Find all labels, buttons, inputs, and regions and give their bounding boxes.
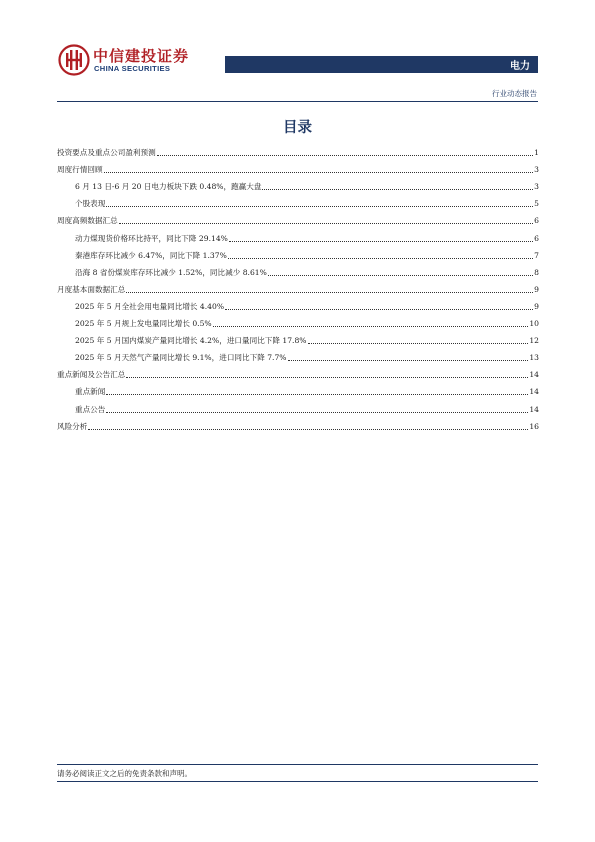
toc-entry[interactable] bbox=[57, 398, 539, 415]
footer-disclaimer: 请务必阅读正文之后的免责条款和声明。 bbox=[57, 769, 192, 778]
toc-page-number: 5 bbox=[534, 199, 539, 209]
toc-entry-text: 周度行情回顾 bbox=[57, 165, 103, 175]
table-of-contents bbox=[57, 142, 539, 433]
toc-entry[interactable] bbox=[57, 279, 539, 296]
toc-leader-dots bbox=[126, 292, 533, 293]
page-header bbox=[0, 0, 595, 98]
toc-entry-text: 风险分析 bbox=[57, 421, 88, 431]
toc-leader-dots bbox=[225, 309, 533, 310]
toc-entry[interactable] bbox=[57, 176, 539, 193]
brand-name-cn: 中信建投证券 bbox=[93, 47, 190, 65]
toc-leader-dots bbox=[308, 343, 529, 344]
toc-leader-dots bbox=[88, 429, 528, 430]
toc-entry-text: 月度基本面数据汇总 bbox=[57, 284, 126, 294]
toc-entry[interactable] bbox=[57, 416, 539, 433]
toc-entry[interactable] bbox=[57, 381, 539, 398]
toc-leader-dots bbox=[106, 394, 528, 395]
header-divider bbox=[57, 101, 538, 102]
toc-entry[interactable] bbox=[57, 330, 539, 347]
toc-entry-text: 6 月 13 日-6 月 20 日电力板块下跌 0.48%，跑赢大盘 bbox=[75, 182, 262, 192]
toc-entry-text: 投资要点及重点公司盈利预测 bbox=[57, 148, 156, 158]
toc-entry-text: 2025 年 5 月国内煤炭产量同比增长 4.2%，进口量同比下降 17.8% bbox=[75, 336, 307, 346]
toc-entry-text: 重点公告 bbox=[75, 404, 106, 414]
toc-page-number: 10 bbox=[529, 319, 539, 329]
toc-page-number: 8 bbox=[534, 267, 539, 277]
toc-page-number: 6 bbox=[534, 233, 539, 243]
toc-entry[interactable] bbox=[57, 313, 539, 330]
toc-page-number: 16 bbox=[529, 421, 539, 431]
footer-divider-bottom bbox=[57, 781, 538, 782]
citic-logo-icon bbox=[58, 44, 90, 76]
toc-entry[interactable] bbox=[57, 193, 539, 210]
toc-title: 目录 bbox=[283, 120, 312, 136]
toc-page-number: 14 bbox=[529, 404, 539, 414]
toc-entry-text: 周度高频数据汇总 bbox=[57, 216, 118, 226]
toc-leader-dots bbox=[119, 223, 533, 224]
toc-page-number: 14 bbox=[529, 387, 539, 397]
toc-leader-dots bbox=[262, 189, 533, 190]
toc-entry-text: 动力煤现货价格环比持平，同比下降 29.14% bbox=[75, 233, 228, 243]
toc-entry-text: 个股表现 bbox=[75, 199, 106, 209]
toc-entry-text: 2025 年 5 月全社会用电量同比增长 4.40% bbox=[75, 301, 225, 311]
brand-name-en: CHINA SECURITIES bbox=[94, 64, 171, 73]
report-type-label: 行业动态报告 bbox=[492, 89, 537, 98]
toc-leader-dots bbox=[106, 412, 528, 413]
toc-entry-text: 重点新闻及公告汇总 bbox=[57, 370, 126, 380]
toc-page-number: 3 bbox=[534, 182, 539, 192]
toc-page-number: 1 bbox=[534, 148, 539, 158]
toc-leader-dots bbox=[126, 377, 528, 378]
toc-entry[interactable] bbox=[57, 210, 539, 227]
toc-entry[interactable] bbox=[57, 262, 539, 279]
sector-banner bbox=[225, 56, 538, 73]
toc-entry-text: 重点新闻 bbox=[75, 387, 106, 397]
toc-entry[interactable] bbox=[57, 245, 539, 262]
toc-leader-dots bbox=[106, 206, 533, 207]
toc-leader-dots bbox=[213, 326, 529, 327]
toc-leader-dots bbox=[229, 241, 533, 242]
toc-page-number: 9 bbox=[534, 284, 539, 294]
toc-entry-text: 2025 年 5 月天然气产量同比增长 9.1%，进口同比下降 7.7% bbox=[75, 353, 287, 363]
toc-entry[interactable] bbox=[57, 142, 539, 159]
toc-entry-text: 2025 年 5 月规上发电量同比增长 0.5% bbox=[75, 319, 212, 329]
toc-leader-dots bbox=[104, 172, 534, 173]
toc-entry[interactable] bbox=[57, 347, 539, 364]
toc-page-number: 3 bbox=[534, 165, 539, 175]
toc-page-number: 14 bbox=[529, 370, 539, 380]
toc-leader-dots bbox=[228, 258, 533, 259]
toc-entry[interactable] bbox=[57, 364, 539, 381]
footer-divider bbox=[57, 764, 538, 765]
sector-label: 电力 bbox=[510, 61, 530, 72]
toc-leader-dots bbox=[157, 155, 533, 156]
toc-leader-dots bbox=[288, 360, 529, 361]
toc-page-number: 12 bbox=[529, 336, 539, 346]
toc-entry[interactable] bbox=[57, 159, 539, 176]
toc-page-number: 9 bbox=[534, 301, 539, 311]
toc-entry-text: 沿海 8 省份煤炭库存环比减少 1.52%，同比减少 8.61% bbox=[75, 267, 267, 277]
toc-page-number: 6 bbox=[534, 216, 539, 226]
toc-leader-dots bbox=[268, 275, 533, 276]
toc-page-number: 7 bbox=[534, 250, 539, 260]
toc-entry-text: 秦港库存环比减少 6.47%，同比下降 1.37% bbox=[75, 250, 227, 260]
toc-page-number: 13 bbox=[529, 353, 539, 363]
toc-entry[interactable] bbox=[57, 227, 539, 244]
toc-entry[interactable] bbox=[57, 296, 539, 313]
